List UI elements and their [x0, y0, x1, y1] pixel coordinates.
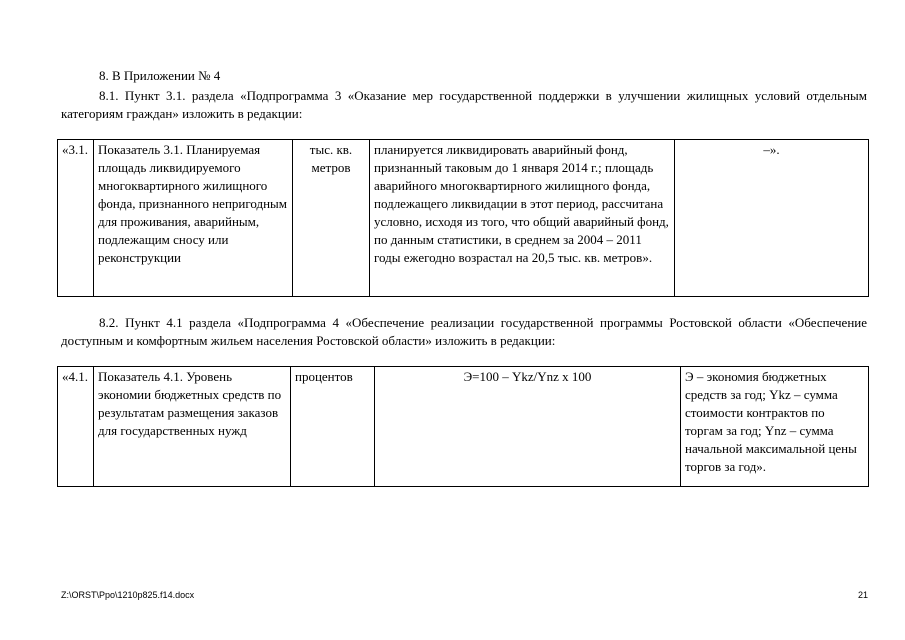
footer-file-path: Z:\ORST\Ppo\1210p825.f14.docx [61, 590, 195, 600]
cell-number: «4.1. [58, 367, 94, 487]
paragraph-8-2: 8.2. Пункт 4.1 раздела «Подпрограмма 4 «Обеспечение реализации государственной программы Ростовской области «Обеспечение доступным и комфортным жильем населения Ростовской области» изложить в редакции: [61, 315, 867, 348]
paragraph-8-1: 8.1. Пункт 3.1. раздела «Подпрограмма 3 «Оказание мер государственной поддержки в улучшении жилищных условий отдельным категориям граждан» изложить в редакции: [61, 88, 867, 121]
cell-number: «3.1. [58, 140, 94, 297]
cell-unit: процентов [291, 367, 375, 487]
cell-indicator: Показатель 4.1. Уровень экономии бюджетных средств по результатам размещения заказов для государственных нужд [94, 367, 291, 487]
table-row [58, 140, 869, 297]
cell-formula: Э=100 – Ykz/Ynz x 100 [375, 367, 681, 487]
cell-indicator: Показатель 3.1. Планируемая площадь ликвидируемого многоквартирного жилищного фонда, признанного непригодным для проживания, аварийным, подлежащим сносу или реконструкции [94, 140, 293, 297]
table-row [58, 367, 869, 487]
cell-unit: тыс. кв. метров [293, 140, 370, 297]
cell-note: Э – экономия бюджетных средств за год; Ykz – сумма стоимости контрактов по торгам за год; Ynz – сумма начальной максимальной цены торгов за год». [681, 367, 869, 487]
table-3-1 [57, 139, 869, 297]
section-heading: 8. В Приложении № 4 [99, 68, 221, 83]
page-number: 21 [857, 590, 868, 600]
table-4-1 [57, 366, 869, 487]
cell-method: планируется ликвидировать аварийный фонд, признанный таковым до 1 января 2014 г.; площадь аварийного многоквартирного жилищного фонда, подлежащего ликвидации в этот период, рассчитана условно, исходя из того, что общий аварийный фонд, по данным статистики, в среднем за 2004 – 2011 годы ежегодно возрастал на 20,5 тыс. кв. метров». [370, 140, 675, 297]
cell-note: –». [675, 140, 869, 297]
